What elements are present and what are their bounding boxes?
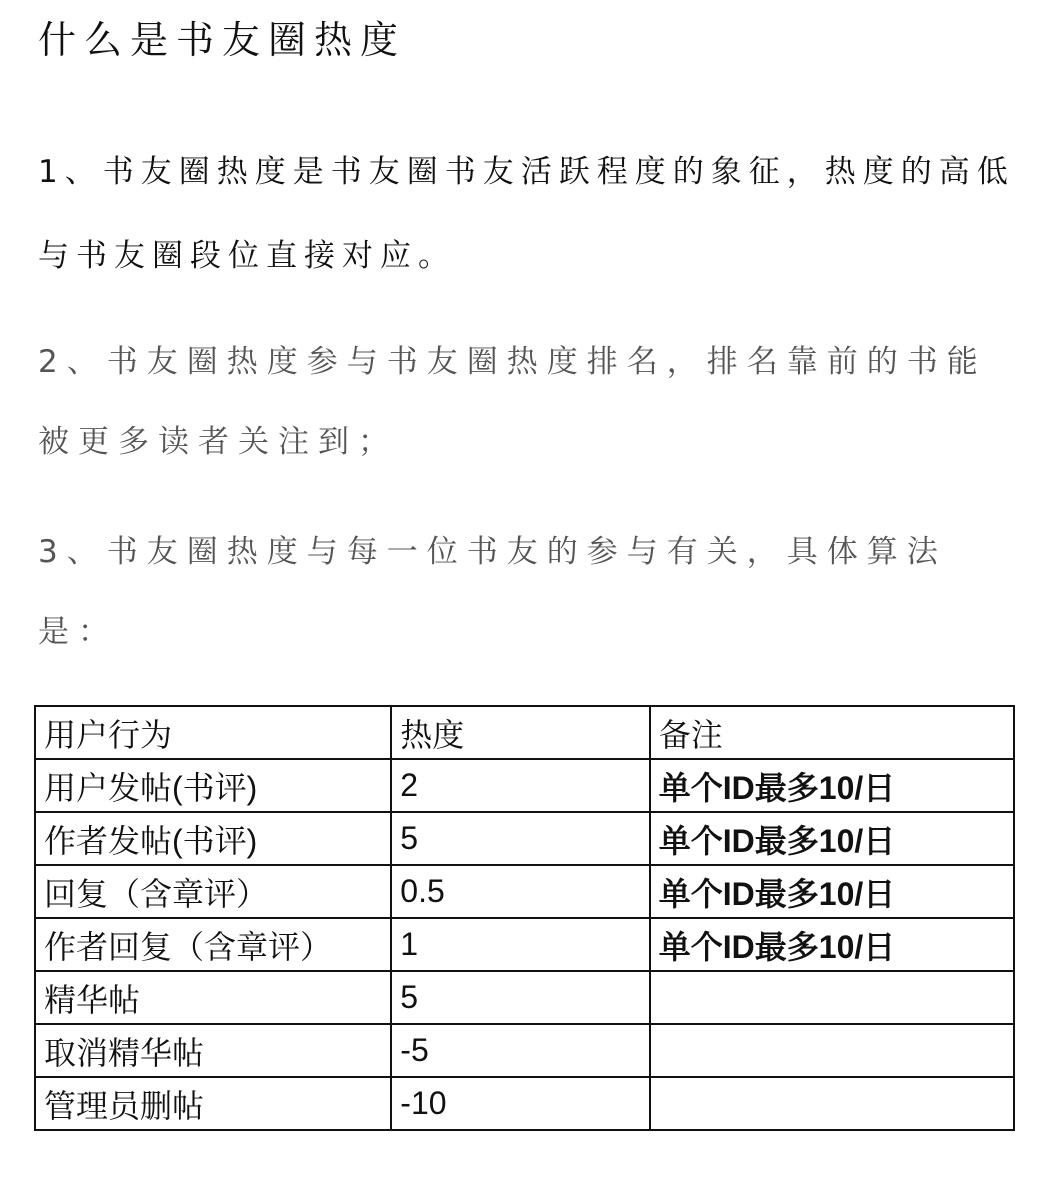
table-row xyxy=(35,865,1014,918)
cell-action: 取消精华帖 xyxy=(35,1024,391,1077)
cell-note xyxy=(650,1024,1014,1077)
cell-action: 精华帖 xyxy=(35,971,391,1024)
table-row xyxy=(35,918,1014,971)
heat-rules-table xyxy=(34,705,1015,1131)
cell-action: 管理员删帖 xyxy=(35,1077,391,1130)
cell-note: 单个ID最多10/日 xyxy=(650,812,1014,865)
cell-heat: 0.5 xyxy=(391,865,649,918)
cell-heat: 2 xyxy=(391,759,649,812)
cell-heat: 1 xyxy=(391,918,649,971)
cell-action: 作者回复（含章评） xyxy=(35,918,391,971)
table-row xyxy=(35,812,1014,865)
cell-note: 单个ID最多10/日 xyxy=(650,918,1014,971)
cell-note: 单个ID最多10/日 xyxy=(650,865,1014,918)
cell-action: 作者发帖(书评) xyxy=(35,812,391,865)
header-action: 用户行为 xyxy=(35,706,391,759)
paragraph-2: 2、书友圈热度参与书友圈热度排名，排名靠前的书能被更多读者关注到； xyxy=(38,344,987,460)
cell-heat: -10 xyxy=(391,1077,649,1130)
header-heat: 热度 xyxy=(391,706,649,759)
cell-action: 用户发帖(书评) xyxy=(35,759,391,812)
header-note: 备注 xyxy=(650,706,1014,759)
table-header-row xyxy=(35,706,1014,759)
table-row xyxy=(35,759,1014,812)
page-title: 什么是书友圈热度 xyxy=(38,18,407,62)
cell-note xyxy=(650,1077,1014,1130)
cell-note: 单个ID最多10/日 xyxy=(650,759,1014,812)
paragraph-1: 1、书友圈热度是书友圈书友活跃程度的象征，热度的高低与书友圈段位直接对应。 xyxy=(38,154,1015,274)
cell-note xyxy=(650,971,1014,1024)
cell-heat: 5 xyxy=(391,812,649,865)
cell-heat: -5 xyxy=(391,1024,649,1077)
table-row xyxy=(35,971,1014,1024)
table-row xyxy=(35,1077,1014,1130)
table-row xyxy=(35,1024,1014,1077)
cell-heat: 5 xyxy=(391,971,649,1024)
cell-action: 回复（含章评） xyxy=(35,865,391,918)
paragraph-3: 3、书友圈热度与每一位书友的参与有关，具体算法是： xyxy=(38,534,947,650)
